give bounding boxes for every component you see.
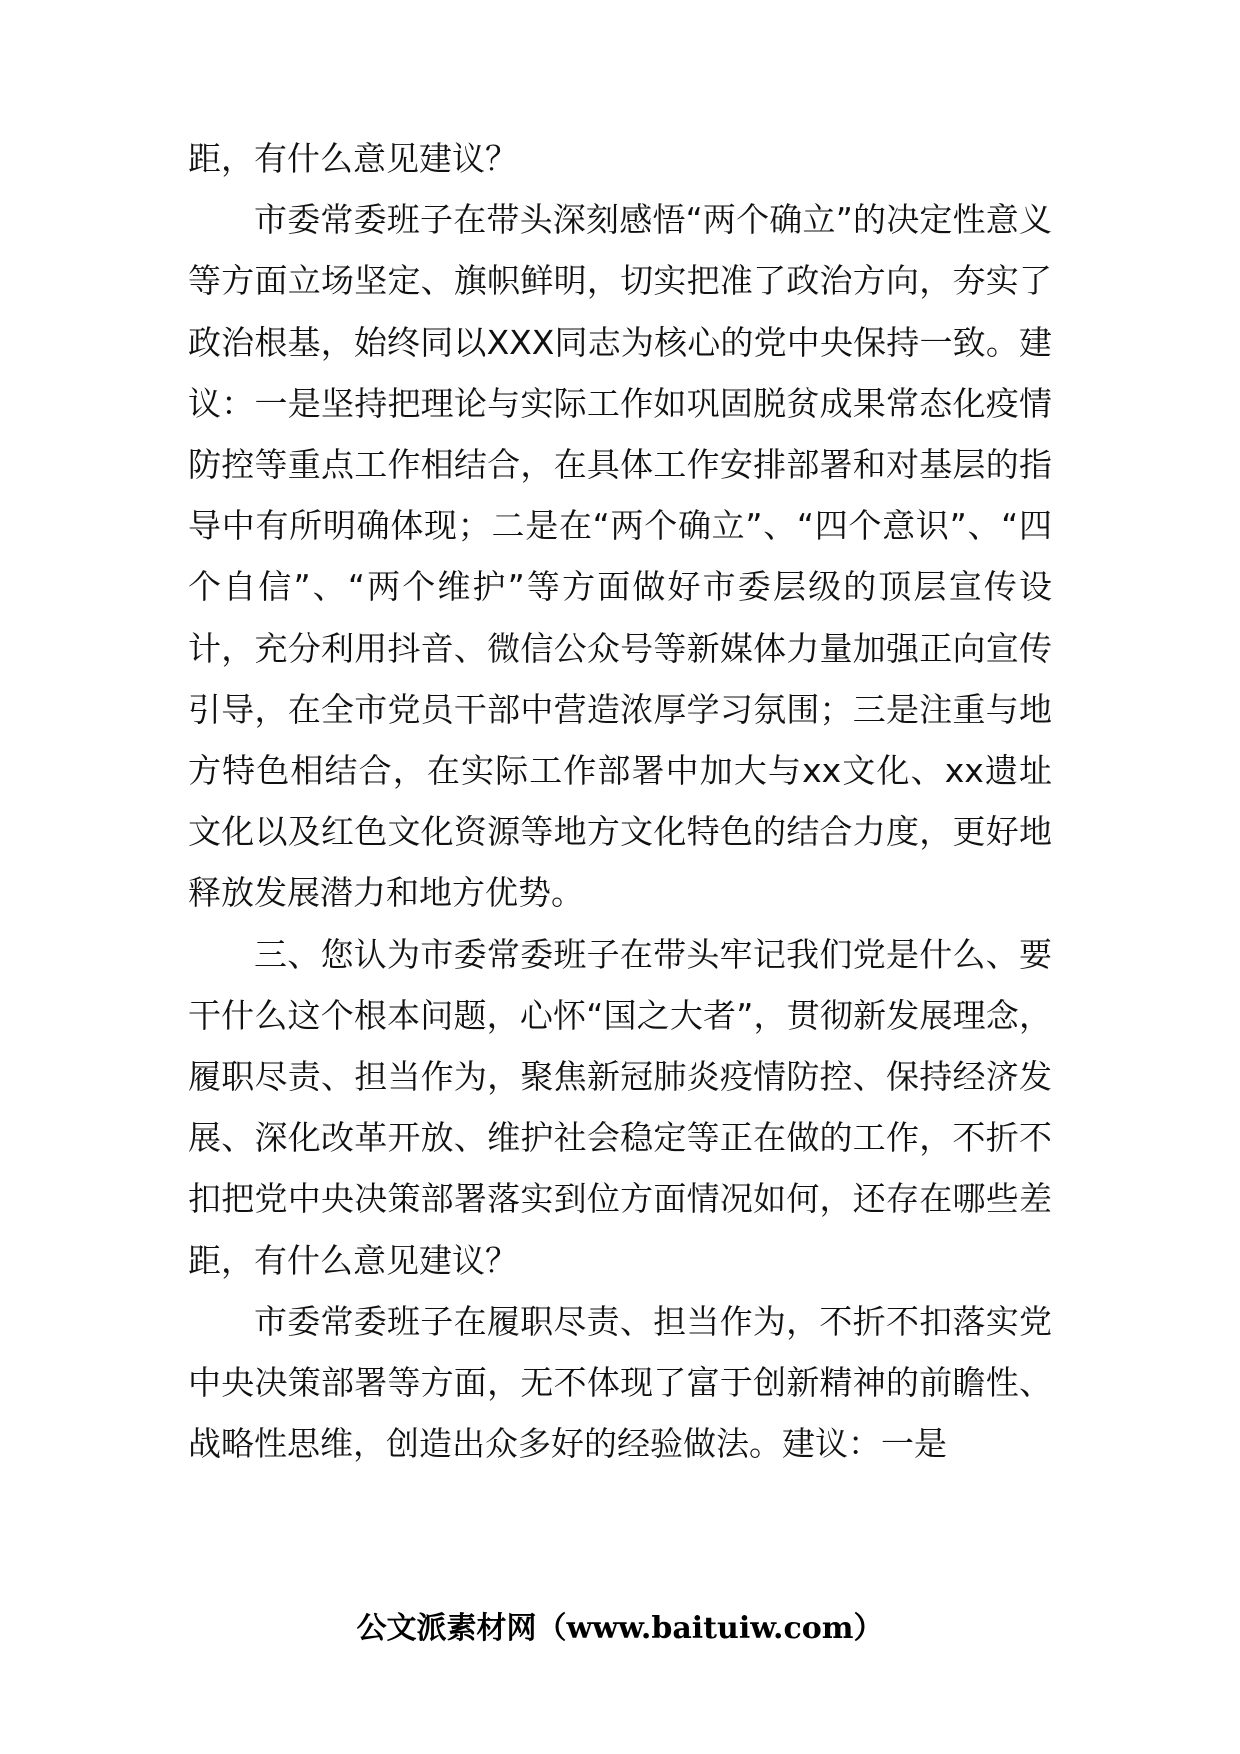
paragraph-question-2-tail: 距，有什么意见建议？ xyxy=(188,139,518,178)
paragraph-answer-2: 市委常委班子在带头深刻感悟“两个确立”的决定性意义等方面立场坚定、旗帜鲜明，切实把准了政治方向，夯实了政治根基，始终同以XXX同志为核心的党中央保持一致。建议：一是坚持把理论与实际工作如巩固脱贫成果常态化疫情防控等重点工作相结合，在具体工作安排部署和对基层的指导中有所明确体现；二是在“两个确立”、“四个意识”、“四个自信”、“两个维护”等方面做好市委层级的顶层宣传设计，充分利用抖音、微信公众号等新媒体力量加强正向宣传引导，在全市党员干部中营造浓厚学习氛围；三是注重与地方特色相结合，在实际工作部署中加大与xx文化、xx遗址文化以及红色文化资源等地方文化特色的结合力度，更好地释放发展潜力和地方优势。 xyxy=(188,200,1052,913)
document-body xyxy=(188,128,1052,1474)
footer-watermark: 公文派素材网（www.baituiw.com） xyxy=(356,1611,884,1646)
paragraph-question-3: 三、您认为市委常委班子在带头牢记我们党是什么、要干什么这个根本问题，心怀“国之大者”，贯彻新发展理念，履职尽责、担当作为，聚焦新冠肺炎疫情防控、保持经济发展、深化改革开放、维护社会稳定等正在做的工作，不折不扣把党中央决策部署落实到位方面情况如何，还存在哪些差距，有什么意见建议？ xyxy=(188,934,1052,1280)
paragraph-answer-3: 市委常委班子在履职尽责、担当作为，不折不扣落实党中央决策部署等方面，无不体现了富于创新精神的前瞻性、战略性思维，创造出众多好的经验做法。建议：一是 xyxy=(188,1301,1052,1464)
